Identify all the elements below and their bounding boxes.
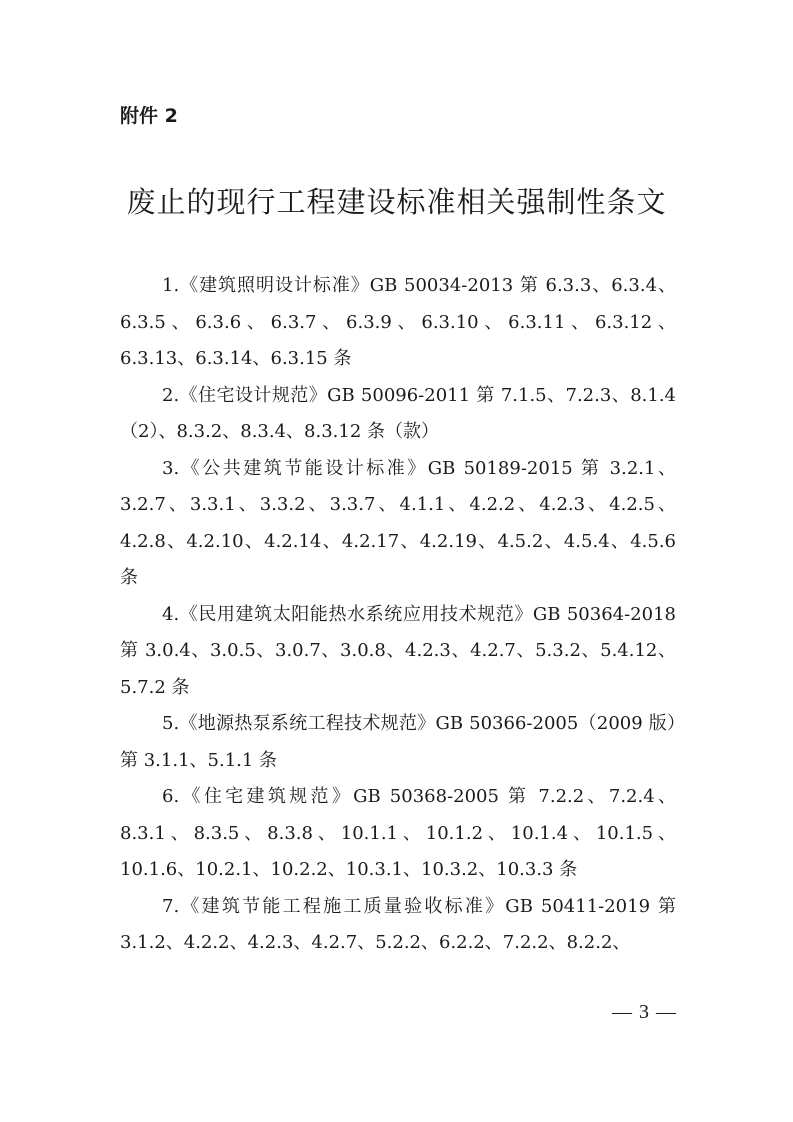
list-item: 6.《住宅建筑规范》GB 50368-2005 第 7.2.2、7.2.4、8.3.1、8.3.5、8.3.8、10.1.1、10.1.2、10.1.4、10.1.5、10.1.6、10.2.1、10.2.2、10.3.1、10.3.2、10.3.3 条 — [120, 786, 676, 880]
page-number: — 3 — — [612, 1001, 677, 1023]
document-title: 废止的现行工程建设标准相关强制性条文 — [126, 185, 667, 219]
list-item: 7.《建筑节能工程施工质量验收标准》GB 50411-2019 第 3.1.2、4.2.2、4.2.3、4.2.7、5.2.2、6.2.2、7.2.2、8.2.2、 — [120, 895, 676, 953]
list-item: 5.《地源热泵系统工程技术规范》GB 50366-2005（2009 版）第 3.1.1、5.1.1 条 — [120, 713, 676, 771]
annex-label: 附件 2 — [120, 105, 178, 127]
list-item: 4.《民用建筑太阳能热水系统应用技术规范》GB 50364-2018 第 3.0.4、3.0.5、3.0.7、3.0.8、4.2.3、4.2.7、5.3.2、5.4.12、5.7.2 条 — [120, 603, 676, 698]
list-item: 3.《公共建筑节能设计标准》GB 50189-2015 第 3.2.1、3.2.7、3.3.1、3.3.2、3.3.7、4.1.1、4.2.2、4.2.3、4.2.5、4.2.8、4.2.10、4.2.14、4.2.17、4.2.19、4.5.2、4.5.4、4.5.6 条 — [120, 457, 676, 588]
list-item: 1.《建筑照明设计标准》GB 50034-2013 第 6.3.3、6.3.4、6.3.5、6.3.6、6.3.7、6.3.9、6.3.10、6.3.11、6.3.12、6.3.13、6.3.14、6.3.15 条 — [120, 275, 676, 369]
document-body — [120, 268, 676, 962]
list-item: 2.《住宅设计规范》GB 50096-2011 第 7.1.5、7.2.3、8.1.4（2）、8.3.2、8.3.4、8.3.12 条（款） — [120, 384, 676, 442]
